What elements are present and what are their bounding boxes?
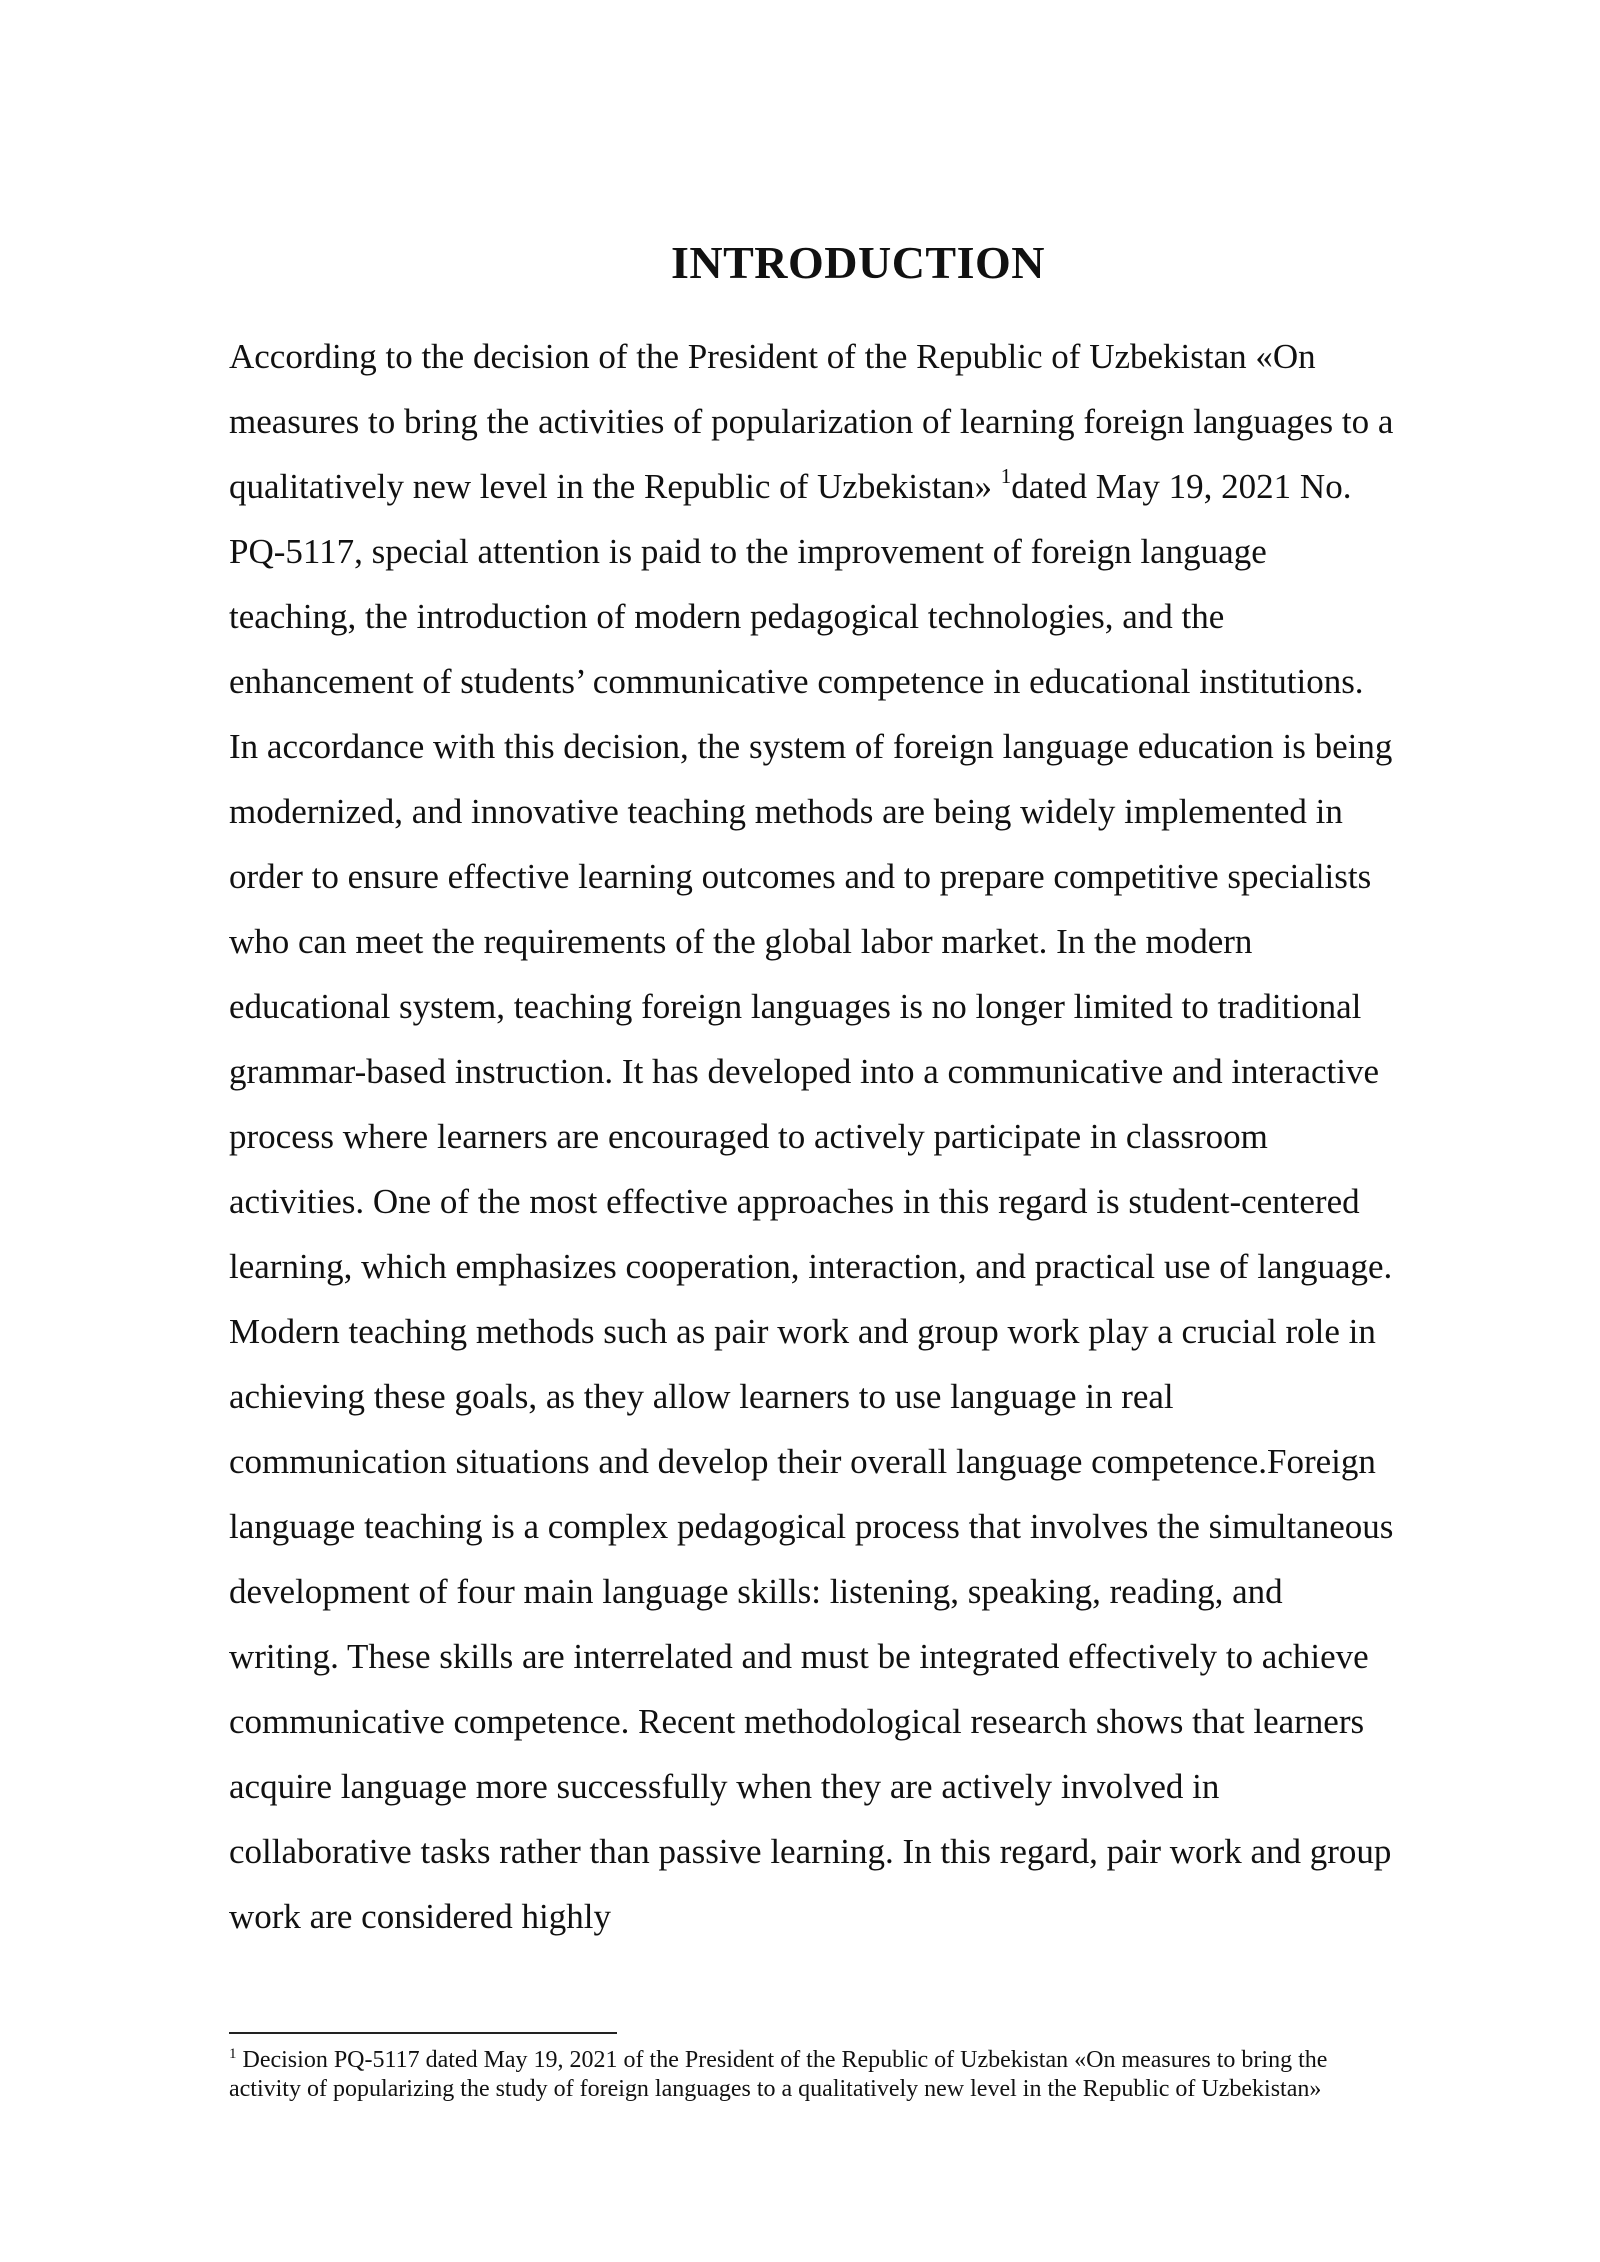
text-line: who can meet the requirements of the global labor market. In the modern [229,922,1253,961]
footnote [229,2046,1529,2104]
text-line: measures to bring the activities of popularization of learning foreign languages to a [229,402,1394,441]
footnote-line: activity of popularizing the study of foreign languages to a qualitatively new level in the Republic of Uzbekistan» [229,2076,1322,2102]
text-line: teaching, the introduction of modern pedagogical technologies, and the [229,597,1225,636]
text-line: educational system, teaching foreign languages is no longer limited to traditional [229,987,1362,1026]
text-line: work are considered highly [229,1897,611,1936]
text-line: activities. One of the most effective approaches in this regard is student-centered [229,1182,1360,1221]
text-line: communicative competence. Recent methodological research shows that learners [229,1702,1365,1741]
text-line: communication situations and develop their overall language competence.Foreign [229,1442,1376,1481]
text-segment: qualitatively new level in the Republic of Uzbekistan» [229,467,1001,506]
text-line: process where learners are encouraged to actively participate in classroom [229,1117,1268,1156]
footnote-line [229,2046,1529,2075]
text-line-with-footnote-ref [229,454,1519,519]
text-line: acquire language more successfully when they are actively involved in [229,1767,1220,1806]
text-line: Modern teaching methods such as pair work and group work play a crucial role in [229,1312,1376,1351]
text-line: PQ-5117, special attention is paid to the improvement of foreign language [229,532,1267,571]
text-line: According to the decision of the President of the Republic of Uzbekistan «On [229,337,1316,376]
footnote-mark: 1 [229,2046,237,2062]
text-segment: dated May 19, 2021 No. [1011,467,1352,506]
text-line: development of four main language skills: listening, speaking, reading, and [229,1572,1283,1611]
text-line: grammar-based instruction. It has developed into a communicative and interactive [229,1052,1380,1091]
page-title: INTRODUCTION [670,237,1046,288]
text-line: collaborative tasks rather than passive learning. In this regard, pair work and group [229,1832,1392,1871]
footnote-reference-mark[interactable]: 1 [1000,464,1012,488]
text-line: order to ensure effective learning outcomes and to prepare competitive specialists [229,857,1372,896]
text-line: enhancement of students’ communicative competence in educational institutions. [229,662,1364,701]
body-paragraph [229,324,1519,1949]
text-line: writing. These skills are interrelated and must be integrated effectively to achieve [229,1637,1369,1676]
text-line: In accordance with this decision, the system of foreign language education is being [229,727,1393,766]
text-line: achieving these goals, as they allow learners to use language in real [229,1377,1174,1416]
text-line: modernized, and innovative teaching methods are being widely implemented in [229,792,1343,831]
text-line: language teaching is a complex pedagogical process that involves the simultaneous [229,1507,1394,1546]
footnote-text: Decision PQ-5117 dated May 19, 2021 of the President of the Republic of Uzbekistan «On measures to bring the [236,2047,1328,2073]
text-line: learning, which emphasizes cooperation, interaction, and practical use of language. [229,1247,1393,1286]
footnote-separator [229,2032,617,2034]
